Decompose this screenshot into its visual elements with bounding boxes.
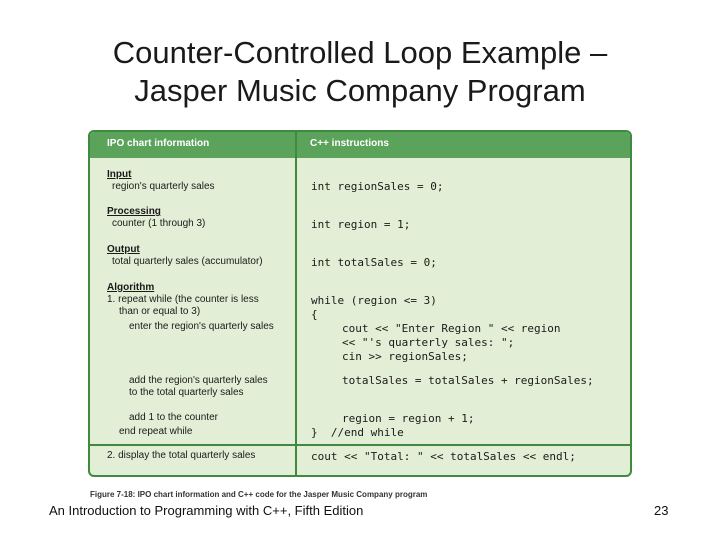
algorithm-step-2: 2. display the total quarterly sales [107,450,256,461]
code-close-brace: } //end while [311,426,404,439]
code-decl-region: int region = 1; [311,218,411,231]
code-while: while (region <= 3) [311,294,437,307]
ipo-column-header: IPO chart information [107,138,210,149]
algorithm-end-repeat: end repeat while [119,426,193,437]
code-cout-prompt-cont: << "'s quarterly sales: "; [342,336,515,349]
code-increment: region = region + 1; [342,412,475,425]
slide-title [0,34,720,110]
algorithm-add-sales: add the region's quarterly sales [129,375,268,386]
processing-heading: Processing [107,206,161,217]
algorithm-increment: add 1 to the counter [129,412,218,423]
slide-title-line-1: Counter-Controlled Loop Example – [112,35,608,70]
code-cin: cin >> regionSales; [342,350,468,363]
output-item: total quarterly sales (accumulator) [112,256,263,267]
column-divider [295,132,297,475]
input-heading: Input [107,169,132,180]
footer-book-title: An Introduction to Programming with C++, Fifth Edition [49,503,364,518]
code-decl-region-sales: int regionSales = 0; [311,180,444,193]
code-display-total: cout << "Total: " << totalSales << endl; [311,450,576,463]
algorithm-step-1: 1. repeat while (the counter is less [107,294,259,305]
input-item: region's quarterly sales [112,181,215,192]
code-accumulate: totalSales = totalSales + regionSales; [342,374,594,387]
page-number: 23 [654,503,669,518]
processing-item: counter (1 through 3) [112,218,206,229]
algorithm-add-sales-cont: to the total quarterly sales [129,387,244,398]
figure-header [90,132,630,158]
output-heading: Output [107,244,140,255]
code-cout-prompt: cout << "Enter Region " << region [342,322,561,335]
algorithm-step-1-condition: than or equal to 3) [119,306,201,317]
cpp-column-header: C++ instructions [310,138,389,149]
slide-title-line-2: Jasper Music Company Program [134,73,586,108]
algorithm-enter-sales: enter the region's quarterly sales [129,321,274,332]
code-decl-total-sales: int totalSales = 0; [311,256,437,269]
algorithm-heading: Algorithm [107,282,155,293]
code-open-brace: { [311,308,318,321]
ipo-code-figure [88,130,632,477]
row-divider [90,444,630,446]
figure-caption: Figure 7-18: IPO chart information and C++ code for the Jasper Music Company program [90,490,428,499]
